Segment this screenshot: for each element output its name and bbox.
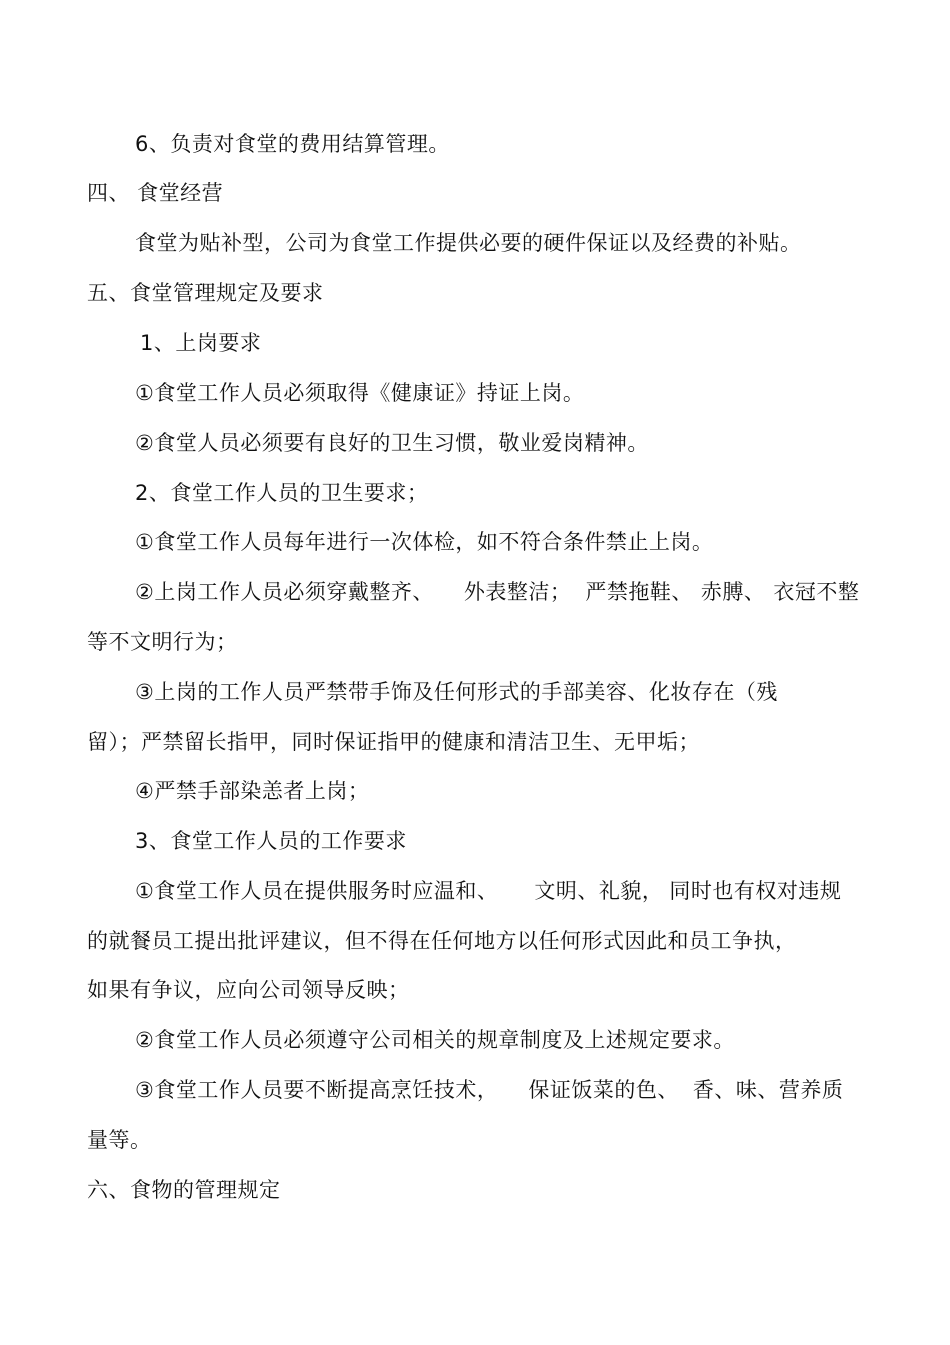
line-segment: ②上岗工作人员必须穿戴整齐、 <box>135 580 434 604</box>
paragraph-line: ①食堂工作人员必须取得《健康证》持证上岗。 <box>135 381 585 405</box>
paragraph-line: 的就餐员工提出批评建议，但不得在任何地方以任何形式因此和员工争执， <box>87 929 797 953</box>
paragraph-line: ①食堂工作人员每年进行一次体检，如不符合条件禁止上岗。 <box>135 530 714 554</box>
paragraph-line: 留）；严禁留长指甲，同时保证指甲的健康和清洁卫生、无甲垢； <box>87 730 700 754</box>
section-heading: 四、 食堂经营 <box>87 181 224 205</box>
paragraph-line: 量等。 <box>87 1128 152 1152</box>
line-segment: 保证饭菜的色、 <box>528 1078 679 1102</box>
section-heading: 五、食堂管理规定及要求 <box>87 281 324 305</box>
paragraph-line: 食堂为贴补型，公司为食堂工作提供必要的硬件保证以及经费的补贴。 <box>135 231 802 255</box>
line-segment: 赤膊、 <box>700 580 766 604</box>
paragraph-line: ②食堂人员必须要有良好的卫生习惯，敬业爱岗精神。 <box>135 431 649 455</box>
line-segment: 严禁拖鞋、 <box>585 580 693 604</box>
subsection-heading: 2、食堂工作人员的卫生要求； <box>135 481 429 505</box>
paragraph-line <box>135 1076 843 1104</box>
line-segment: 香、味、营养质 <box>692 1078 844 1102</box>
line-segment: 同时也有权对违规 <box>669 879 842 903</box>
subsection-heading: 3、食堂工作人员的工作要求 <box>135 829 407 853</box>
line-segment: 衣冠不整 <box>773 580 860 604</box>
line-segment: ①食堂工作人员在提供服务时应温和、 <box>135 879 499 903</box>
paragraph-line: 6、负责对食堂的费用结算管理。 <box>135 132 450 156</box>
section-heading: 六、食物的管理规定 <box>87 1178 281 1202</box>
paragraph-line: 等不文明行为； <box>87 630 238 654</box>
line-segment: 文明、礼貌， <box>534 879 664 903</box>
subsection-heading: 1、上岗要求 <box>140 331 262 355</box>
paragraph-line <box>135 578 859 606</box>
line-segment: ③食堂工作人员要不断提高烹饪技术， <box>135 1078 499 1102</box>
paragraph-line: 如果有争议，应向公司领导反映； <box>87 978 410 1002</box>
paragraph-line: ②食堂工作人员必须遵守公司相关的规章制度及上述规定要求。 <box>135 1028 735 1052</box>
paragraph-line: ③上岗的工作人员严禁带手饰及任何形式的手部美容、化妆存在（残 <box>135 680 778 704</box>
paragraph-line <box>135 877 841 905</box>
paragraph-line: ④严禁手部染恙者上岗； <box>135 779 370 803</box>
line-segment: 外表整洁； <box>463 580 572 604</box>
